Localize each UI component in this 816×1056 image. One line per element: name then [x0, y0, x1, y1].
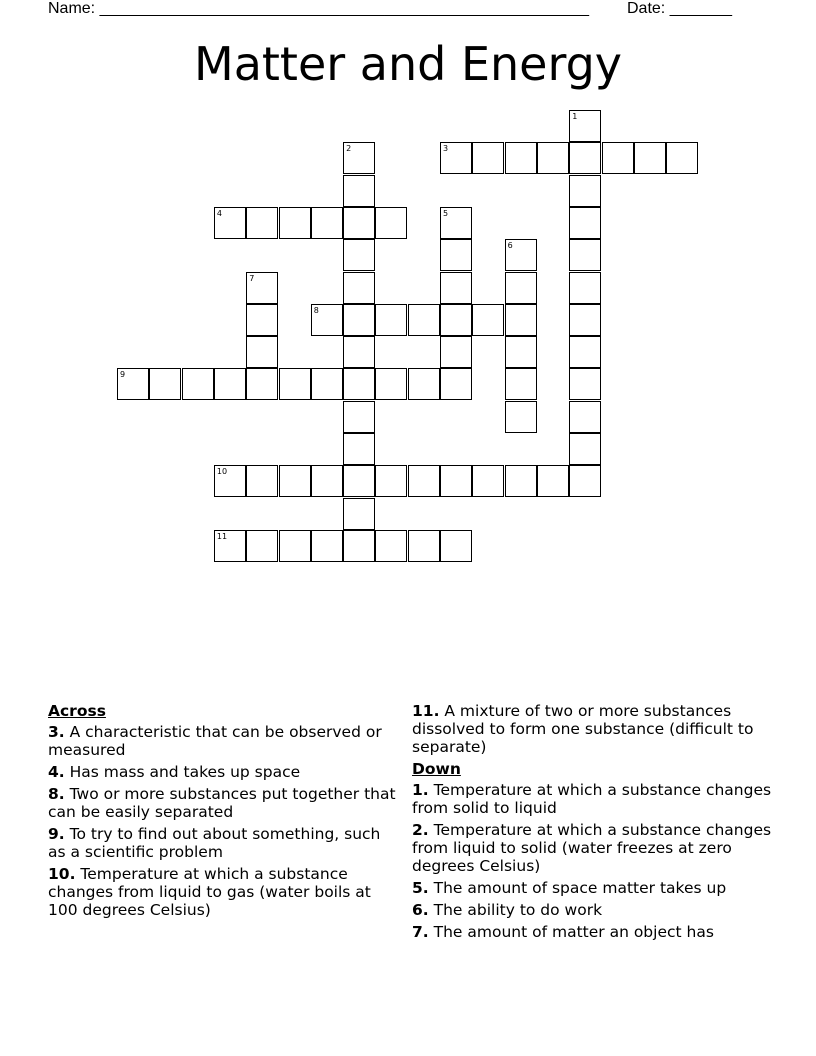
grid-cell[interactable]	[505, 465, 537, 497]
clue-number-label: 2	[346, 144, 352, 154]
grid-cell[interactable]	[569, 368, 601, 400]
grid-cell[interactable]	[343, 304, 375, 336]
grid-cell[interactable]	[440, 239, 472, 271]
grid-cell[interactable]	[505, 304, 537, 336]
grid-cell[interactable]	[343, 272, 375, 304]
clue-number-label: 9	[120, 370, 126, 380]
grid-cell[interactable]	[440, 142, 472, 174]
grid-cell[interactable]	[343, 239, 375, 271]
grid-cell[interactable]	[214, 530, 246, 562]
grid-cell[interactable]	[569, 336, 601, 368]
clue-number-label: 6	[507, 241, 513, 251]
grid-cell[interactable]	[569, 207, 601, 239]
clue-number-label: 10	[216, 467, 228, 477]
grid-cell[interactable]	[440, 207, 472, 239]
grid-cell[interactable]	[408, 465, 440, 497]
grid-cell[interactable]	[440, 530, 472, 562]
grid-cell[interactable]	[472, 304, 504, 336]
grid-cell[interactable]	[311, 465, 343, 497]
grid-cell[interactable]	[569, 142, 601, 174]
clue-number-label: 11	[216, 531, 228, 541]
clue-down-2: 2. Temperature at which a substance changes from liquid to solid (water freezes at zero degrees Celsius)	[412, 821, 772, 875]
grid-cell[interactable]	[440, 336, 472, 368]
grid-cell[interactable]	[343, 368, 375, 400]
clue-across-8: 8. Two or more substances put together that can be easily separated	[48, 785, 396, 821]
grid-cell[interactable]	[569, 175, 601, 207]
grid-cell[interactable]	[343, 175, 375, 207]
grid-cell[interactable]	[537, 142, 569, 174]
grid-cell[interactable]	[343, 142, 375, 174]
grid-cell[interactable]	[634, 142, 666, 174]
grid-cell[interactable]	[408, 368, 440, 400]
grid-cell[interactable]	[505, 336, 537, 368]
grid-cell[interactable]	[343, 498, 375, 530]
grid-cell[interactable]	[279, 530, 311, 562]
grid-cell[interactable]	[279, 368, 311, 400]
grid-cell[interactable]	[311, 530, 343, 562]
grid-cell[interactable]	[505, 368, 537, 400]
clue-down-7: 7. The amount of matter an object has	[412, 923, 714, 941]
grid-cell[interactable]	[569, 304, 601, 336]
clue-across-4: 4. Has mass and takes up space	[48, 763, 301, 781]
grid-cell[interactable]	[569, 465, 601, 497]
grid-cell[interactable]	[311, 368, 343, 400]
grid-cell[interactable]	[246, 368, 278, 400]
grid-cell[interactable]	[666, 142, 698, 174]
down-heading: Down	[412, 760, 461, 778]
grid-cell[interactable]	[375, 368, 407, 400]
grid-cell[interactable]	[311, 207, 343, 239]
grid-cell[interactable]	[117, 368, 149, 400]
grid-cell[interactable]	[408, 304, 440, 336]
grid-cell[interactable]	[505, 272, 537, 304]
grid-cell[interactable]	[375, 530, 407, 562]
clue-number-label: 8	[313, 305, 319, 315]
grid-cell[interactable]	[440, 368, 472, 400]
grid-cell[interactable]	[246, 272, 278, 304]
clue-down-6: 6. The ability to do work	[412, 901, 603, 919]
clue-number-label: 3	[443, 144, 449, 154]
grid-cell[interactable]	[343, 401, 375, 433]
grid-cell[interactable]	[440, 272, 472, 304]
clue-number-label: 5	[443, 208, 449, 218]
clues-column-left	[48, 702, 400, 923]
grid-cell[interactable]	[246, 304, 278, 336]
grid-cell[interactable]	[182, 368, 214, 400]
grid-cell[interactable]	[569, 110, 601, 142]
grid-cell[interactable]	[440, 465, 472, 497]
grid-cell[interactable]	[440, 304, 472, 336]
grid-cell[interactable]	[505, 401, 537, 433]
grid-cell[interactable]	[246, 336, 278, 368]
page-title: Matter and Energy	[194, 37, 622, 91]
across-heading: Across	[48, 702, 106, 720]
grid-cell[interactable]	[472, 142, 504, 174]
name-field-label: Name: _______________________________________________________	[48, 0, 589, 17]
clue-across-9: 9. To try to find out about something, such as a scientific problem	[48, 825, 381, 861]
grid-cell[interactable]	[246, 530, 278, 562]
grid-cell[interactable]	[375, 465, 407, 497]
grid-cell[interactable]	[214, 465, 246, 497]
clue-across-10: 10. Temperature at which a substance changes from liquid to gas (water boils at 100 degrees Celsius)	[48, 865, 371, 919]
clues-column-right	[412, 702, 772, 945]
grid-cell[interactable]	[569, 272, 601, 304]
clue-number-label: 1	[572, 112, 578, 121]
grid-cell[interactable]	[214, 368, 246, 400]
date-field-label: Date: _______	[627, 0, 732, 17]
grid-cell[interactable]	[246, 207, 278, 239]
clue-across-11: 11. A mixture of two or more substances dissolved to form one substance (difficult to separate)	[412, 702, 754, 756]
clue-number-label: 7	[249, 273, 255, 283]
grid-cell[interactable]	[505, 142, 537, 174]
grid-cell[interactable]	[375, 304, 407, 336]
grid-cell[interactable]	[569, 433, 601, 465]
clue-down-5: 5. The amount of space matter takes up	[412, 879, 727, 897]
grid-cell[interactable]	[343, 530, 375, 562]
grid-cell[interactable]	[343, 465, 375, 497]
grid-cell[interactable]	[149, 368, 181, 400]
grid-cell[interactable]	[375, 207, 407, 239]
grid-cell[interactable]	[569, 239, 601, 271]
grid-cell[interactable]	[569, 401, 601, 433]
grid-cell[interactable]	[408, 530, 440, 562]
grid-cell[interactable]	[602, 142, 634, 174]
clue-down-1: 1. Temperature at which a substance changes from solid to liquid	[412, 781, 772, 817]
grid-cell[interactable]	[472, 465, 504, 497]
grid-cell[interactable]	[537, 465, 569, 497]
grid-cell[interactable]	[343, 433, 375, 465]
grid-cell[interactable]	[343, 336, 375, 368]
grid-cell[interactable]	[279, 207, 311, 239]
clue-across-3: 3. A characteristic that can be observed or measured	[48, 723, 382, 759]
grid-cell[interactable]	[214, 207, 246, 239]
grid-cell[interactable]	[279, 465, 311, 497]
grid-cell[interactable]	[311, 304, 343, 336]
grid-cell[interactable]	[343, 207, 375, 239]
grid-cell[interactable]	[505, 239, 537, 271]
clue-number-label: 4	[216, 208, 222, 218]
grid-cell[interactable]	[246, 465, 278, 497]
